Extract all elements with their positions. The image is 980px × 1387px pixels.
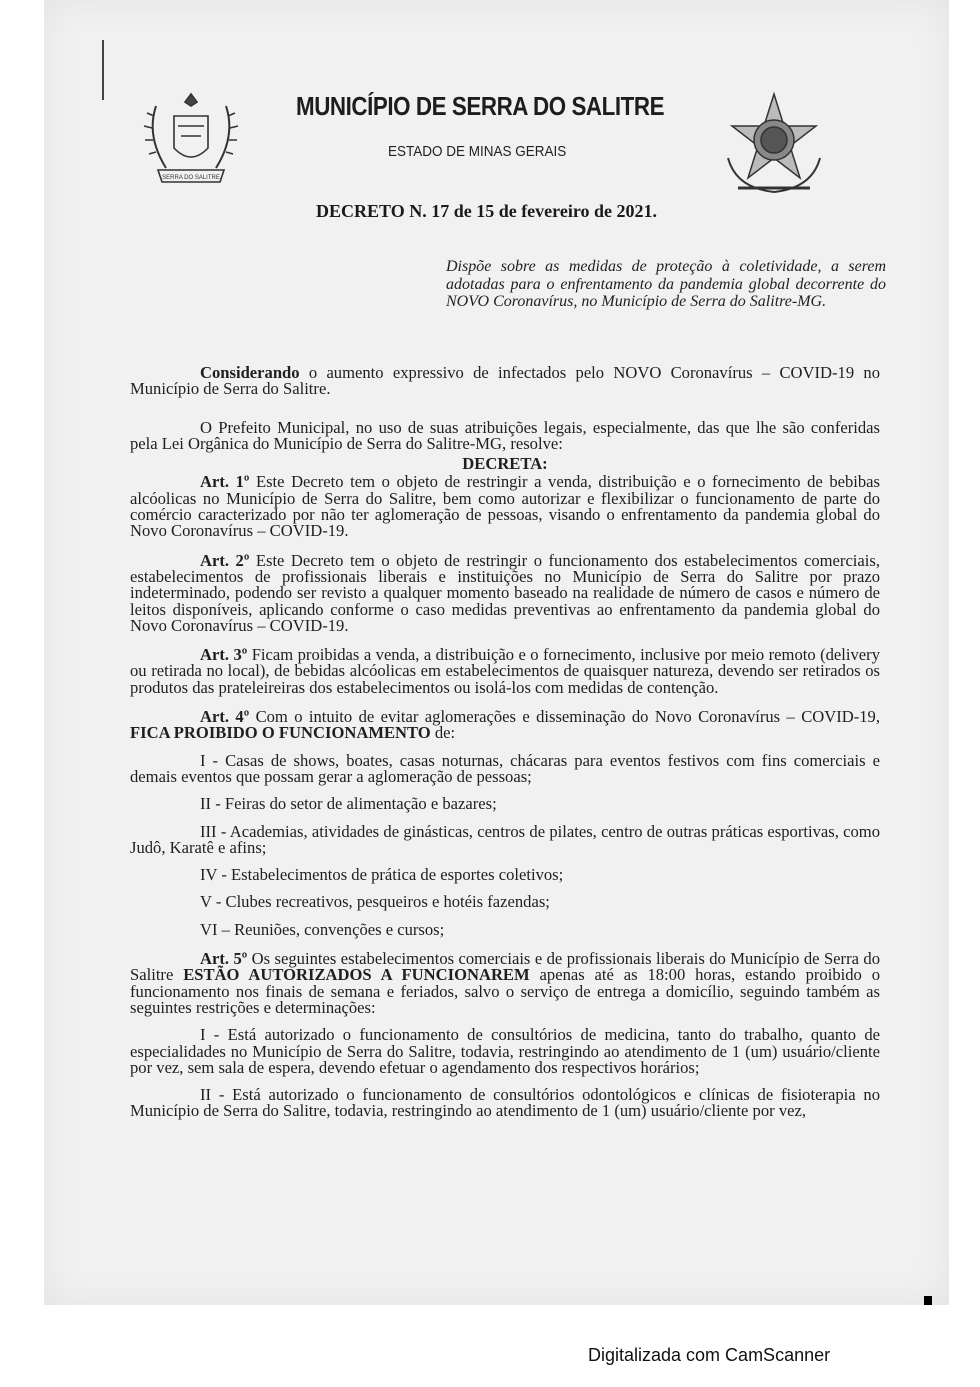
decree-summary: Dispõe sobre as medidas de proteção à coletividade, a serem adotadas para o enfrentamento da pandemia global decorrente do NOVO Coronavírus, no Município de Serra do Salitre-MG. [446, 258, 886, 310]
art3-text: Ficam proibidas a venda, a distribuição e o fornecimento, inclusive por meio remoto (delivery ou retirada no local), de bebidas alcóolicas em estabelecimentos de quaisquer natureza, devendo ser retirados os produtos das prateleireiras dos estabelecimentos ou isolá-los com medidas de contenção. [130, 645, 880, 697]
art5-item: II - Está autorizado o funcionamento de consultórios odontológicos e clínicas de fisioterapia no Município de Serra do Salitre, todavia, restringindo ao atendimento de 1 (um) usuário/cliente por vez, [130, 1085, 880, 1121]
art5-label: Art. 5º [200, 949, 248, 969]
art4-item: VI – Reuniões, convenções e cursos; [200, 919, 445, 939]
brazil-coat-of-arms-icon [716, 88, 832, 204]
page-edge-mark [102, 40, 104, 100]
art2-text: Este Decreto tem o objeto de restringir o funcionamento dos estabelecimentos comerciais, estabelecimentos de profissionais liberais e instituições no Município de Serra do Salitre por prazo indeterminado, podendo ser revisto a qualquer momento baseado na realidade de número de casos e número de leitos disponíveis, aplicando conforme o caso medidas preventivas ao enfrentamento da pandemia global do Novo Coronavírus – COVID-19. [130, 550, 881, 635]
municipality-title: MUNICÍPIO DE SERRA DO SALITRE [296, 91, 665, 121]
scanner-watermark: Digitalizada com CamScanner [588, 1345, 831, 1365]
considerando-paragraph [130, 365, 880, 398]
art5-text-end: apenas até as 18:00 horas, estando proibido o funcionamento nos finais de semana e feriados, salvo o serviço de entrega a domicílio, seguindo também as seguintes restrições e determinações: [130, 965, 881, 1017]
art4-text-end: de: [430, 723, 456, 743]
art2-label: Art. 2º [200, 550, 250, 570]
art3-paragraph [130, 647, 880, 696]
municipal-coat-of-arms-icon [136, 86, 246, 196]
art5-text: Os seguintes estabelecimentos comerciais e de profissionais liberais do Município de Serra do Salitre [130, 949, 880, 985]
art1-label: Art. 1º [200, 472, 250, 492]
art4-item: I - Casas de shows, boates, casas noturnas, chácaras para eventos festivos com fins comerciais e demais eventos que possam gerar a aglomeração de pessoas; [130, 750, 880, 786]
seal-left-text: SERRA DO SALITRE [162, 175, 220, 181]
art4-item: IV - Estabelecimentos de prática de esportes coletivos; [200, 865, 564, 885]
art1-text: Este Decreto tem o objeto de restringir a venda, distribuição e o fornecimento de bebibas alcóolicas no Município de Serra do Salitre, bem como autorizar e flexibilizar o funcionamento de parte do comércio caracterizado por não ter aglomeração de pessoas, visando o enfrentamento da pandemia global do Novo Coronavírus – COVID-19. [130, 472, 881, 541]
decreta-heading: DECRETA: [462, 454, 548, 474]
art3-label: Art. 3º [200, 645, 248, 665]
considerando-text: o aumento expressivo de infectados pelo NOVO Coronavírus – COVID-19 no Município de Serra do Salitre. [130, 363, 880, 399]
art4-paragraph [130, 709, 880, 742]
decree-title: DECRETO N. 17 de 15 de fevereiro de 2021. [316, 201, 657, 221]
art5-item: I - Está autorizado o funcionamento de consultórios de medicina, tanto do trabalho, quanto de especialidades no Município de Serra do Salitre, todavia, restringindo ao atendimento de 1 (um) usuário/cliente por vez, sem sala de espera, devendo efetuar o agendamento dos respectivos horários; [130, 1025, 880, 1077]
prefeito-paragraph: O Prefeito Municipal, no uso de suas atribuições legais, especialmente, das que lhe são conferidas pela Lei Orgânica do Município de Serra do Salitre-MG, resolve: [130, 417, 880, 453]
art5-paragraph [130, 951, 880, 1016]
art1-paragraph [130, 474, 880, 539]
state-subtitle: ESTADO DE MINAS GERAIS [388, 143, 567, 160]
art4-bold-text: FICA PROIBIDO O FUNCIONAMENTO [130, 723, 431, 743]
art4-item: V - Clubes recreativos, pesqueiros e hotéis fazendas; [200, 892, 550, 912]
art5-bold-text: ESTÃO AUTORIZADOS A FUNCIONAREM [183, 965, 530, 985]
art4-text: Com o intuito de evitar aglomerações e disseminação do Novo Coronavírus – COVID-19, [249, 707, 881, 727]
art2-paragraph [130, 550, 881, 635]
considerando-label: Considerando [200, 363, 300, 382]
page-corner-mark [924, 1296, 932, 1305]
art4-item: II - Feiras do setor de alimentação e bazares; [200, 794, 497, 814]
art4-label: Art. 4º [200, 707, 250, 727]
decree-body [130, 365, 880, 1120]
art4-item: III - Academias, atividades de ginásticas, centros de pilates, centro de outras práticas esportivas, como Judô, Karatê e afins; [130, 821, 880, 857]
